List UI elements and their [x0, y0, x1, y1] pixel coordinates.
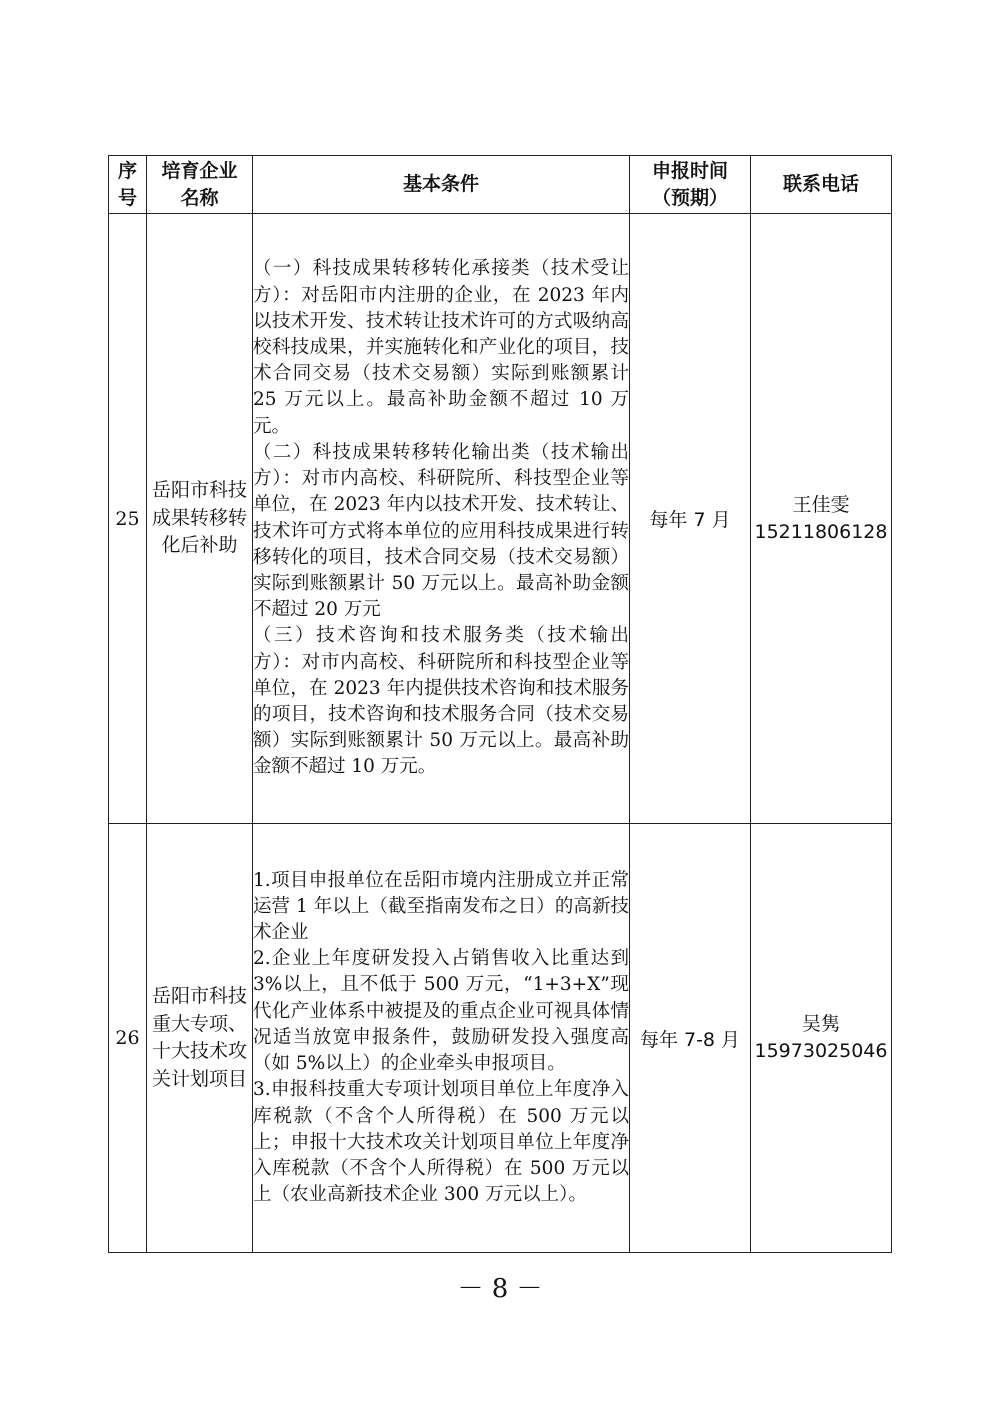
row-name: 岳阳市科技成果转移转化后补助: [147, 214, 253, 824]
table-row: [109, 214, 892, 824]
contact-name: 吴隽: [801, 1013, 840, 1035]
contact-name: 王佳雯: [792, 493, 850, 516]
condition-item: 2.企业上年度研发投入占销售收入比重达到 3%以上，且不低于 500 万元，“1+3+X”现代化产业体系中被提及的重点企业可视具体情况适当放宽申报条件，鼓励研发投入强度高（如 5%以上）的企业牵头申报项目。: [253, 948, 629, 1075]
row-name: 岳阳市科技重大专项、十大技术攻关计划项目: [147, 824, 253, 1253]
page-number: － 8 －: [457, 1274, 543, 1304]
project-table: [108, 155, 892, 1253]
condition-item: 1.项目申报单位在岳阳市境内注册成立并正常运营 1 年以上（截至指南发布之日）的高新技术企业: [253, 869, 629, 944]
header-contact: 联系电话: [751, 156, 892, 214]
condition-item: （一）科技成果转移转化承接类（技术受让方）：对岳阳市内注册的企业，在 2023 年内以技术开发、技术转让技术许可的方式吸纳高校科技成果，并实施转化和产业化的项目，技术合同交易（技术交易额）实际到账额累计 25 万元以上。最高补助金额不超过 10 万元。: [253, 258, 629, 437]
row-contact: [751, 824, 892, 1253]
header-name: 培育企业名称: [147, 156, 253, 214]
condition-item: （三）技术咨询和技术服务类（技术输出方）：对市内高校、科研院所和科技型企业等单位，在 2023 年内提供技术咨询和技术服务的项目，技术咨询和技术服务合同（技术交易额）实际到账额累计 50 万元以上。最高补助金额不超过 10 万元。: [253, 625, 629, 778]
condition-item: 3.申报科技重大专项计划项目单位上年度净入库税款（不含个人所得税）在 500 万元以上；申报十大技术攻关计划项目单位上年度净入库税款（不含个人所得税）在 500 万元以上（农业高新技术企业 300 万元以上）。: [253, 1079, 629, 1206]
row-index: 25: [109, 214, 147, 824]
table-row: [109, 824, 892, 1253]
row-time: 每年 7-8 月: [630, 824, 751, 1253]
table-header-row: [109, 156, 892, 214]
row-contact: [751, 214, 892, 824]
header-conditions: 基本条件: [253, 156, 630, 214]
row-time: 每年 7 月: [630, 214, 751, 824]
contact-phone: 15211806128: [754, 520, 888, 543]
contact-phone: 15973025046: [754, 1040, 888, 1062]
row-conditions: [253, 214, 630, 824]
condition-item: （二）科技成果转移转化输出类（技术输出方）：对市内高校、科研院所、科技型企业等单位，在 2023 年内以技术开发、技术转让、技术许可方式将本单位的应用科技成果进行转移转化的项目，技术合同交易（技术交易额）实际到账额累计 50 万元以上。最高补助金额不超过 20 万元: [253, 441, 629, 621]
row-conditions: [253, 824, 630, 1253]
row-index: 26: [109, 824, 147, 1253]
header-time: 申报时间（预期）: [630, 156, 751, 214]
header-index: 序号: [109, 156, 147, 214]
